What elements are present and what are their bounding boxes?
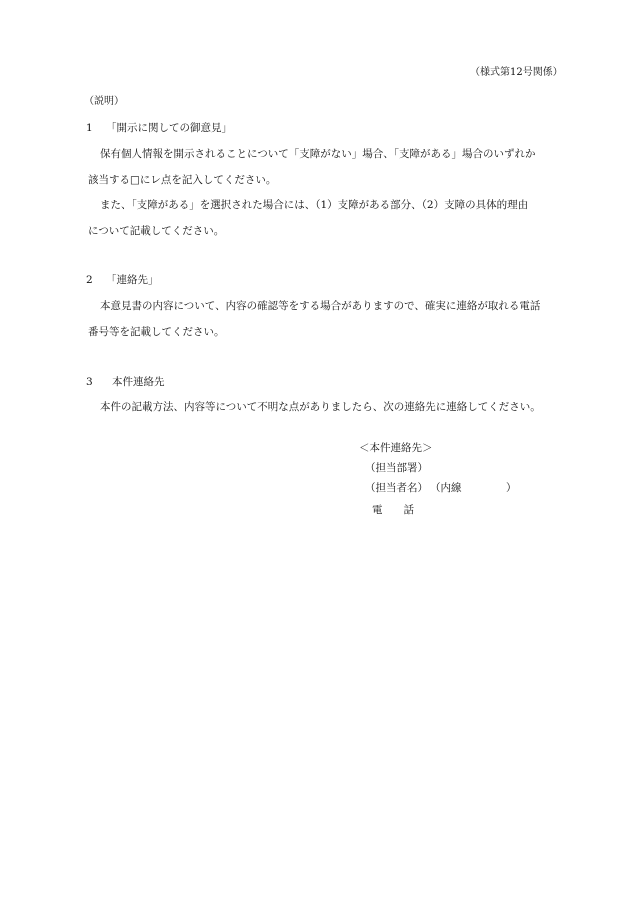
paragraph-line: また、「支障がある」を選択された場合には、（1）支障がある部分、（2）支障の具体的理由 bbox=[100, 199, 529, 211]
section-number: 2 bbox=[86, 274, 93, 286]
contact-person-label: （担当者名） bbox=[365, 482, 428, 494]
paragraph-line: 本意見書の内容について、内容の確認等をする場合がありますので、確実に連絡が取れる電話 bbox=[100, 300, 541, 312]
section-title: 本件連絡先 bbox=[112, 376, 165, 388]
contact-phone-label: 電 話 bbox=[372, 504, 414, 516]
paragraph-line: 本件の記載方法、内容等について不明な点がありましたら、次の連絡先に連絡してください。 bbox=[100, 401, 541, 413]
form-reference: （様式第12号関係） bbox=[470, 67, 563, 78]
section-title: 「開示に関しての御意見」 bbox=[106, 122, 232, 134]
paragraph-line: 保有個人情報を開示されることについて「支障がない」場合、「支障がある」場合のいずれか bbox=[100, 148, 536, 160]
section-title: 「連絡先」 bbox=[106, 274, 159, 286]
section-number: 3 bbox=[86, 376, 93, 388]
section-number: 1 bbox=[86, 122, 93, 134]
contact-heading: ＜本件連絡先＞ bbox=[359, 442, 433, 454]
paragraph-line: について記載してください。 bbox=[88, 225, 225, 237]
contact-extension-close: ） bbox=[506, 482, 517, 494]
contact-department-label: （担当部署） bbox=[365, 462, 428, 474]
explanation-heading: （説明） bbox=[84, 96, 124, 107]
paragraph-line: 該当する□にレ点を記入してください。 bbox=[88, 174, 277, 186]
contact-extension-open: （内線 bbox=[430, 482, 462, 494]
paragraph-line: 番号等を記載してください。 bbox=[88, 326, 225, 338]
